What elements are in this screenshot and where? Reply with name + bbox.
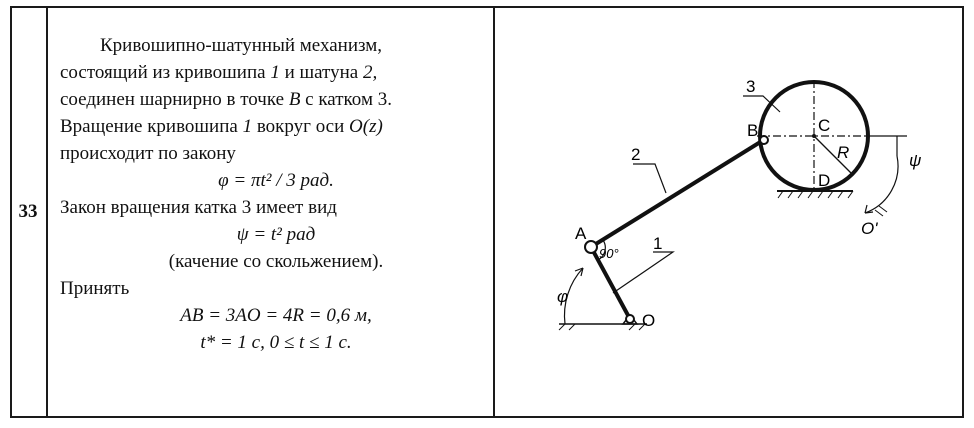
mechanism-diagram — [495, 8, 964, 416]
formula-time — [60, 329, 492, 356]
problem-table — [10, 6, 964, 418]
rod-number: 2, — [362, 62, 378, 83]
statement-line-9 — [60, 248, 492, 275]
statement-line-7 — [60, 194, 492, 221]
statement-text: происходит по закону — [60, 143, 236, 164]
label-o-prime: O' — [861, 219, 878, 238]
crank-number: 1 — [270, 62, 280, 83]
label-a: A — [575, 224, 587, 243]
roller-center — [812, 134, 816, 138]
time-range: t* = 1 с, 0 ≤ t ≤ 1 с. — [200, 332, 352, 353]
label-roller: 3 — [746, 77, 756, 96]
statement-line-2 — [60, 59, 492, 86]
formula-psi — [60, 221, 492, 248]
statement-line-4 — [60, 113, 492, 140]
statement-text: (качение со скольжением). — [168, 251, 384, 272]
label-o: O — [642, 311, 656, 330]
problem-statement — [60, 32, 492, 356]
table-divider-number — [46, 6, 48, 418]
statement-text: Принять — [60, 278, 130, 299]
phi-law: φ = πt² / 3 рад. — [218, 170, 334, 191]
formula-lengths — [60, 302, 492, 329]
statement-text: Кривошипно-шатунный механизм, — [100, 35, 383, 56]
label-b: B — [747, 121, 759, 140]
joint-o — [626, 315, 634, 323]
psi-law: ψ = t² рад — [236, 224, 316, 245]
table-bottom-border — [10, 416, 964, 418]
label-angle: 90° — [599, 246, 619, 261]
statement-line-1 — [60, 32, 492, 59]
label-psi: ψ — [909, 151, 922, 170]
leader-2 — [633, 164, 666, 193]
label-phi: φ — [557, 287, 569, 306]
statement-line-5 — [60, 140, 492, 167]
statement-text: состоящий из кривошипа — [60, 62, 266, 83]
label-r: R — [837, 143, 850, 162]
label-c: C — [818, 116, 831, 135]
statement-text: с катком 3. — [305, 89, 392, 110]
ground-o-hatching — [559, 324, 645, 330]
ground-hatching — [778, 191, 853, 198]
statement-text: и шатуна — [284, 62, 359, 83]
statement-line-3 — [60, 86, 492, 113]
problem-number: 33 — [18, 201, 38, 222]
leader-1 — [613, 252, 673, 293]
statement-text: вокруг оси — [256, 116, 345, 137]
rod-ab — [591, 141, 762, 247]
joint-b — [760, 136, 768, 144]
joint-a — [585, 241, 597, 253]
label-crank: 1 — [653, 234, 663, 253]
formula-phi — [60, 167, 492, 194]
label-d: D — [818, 171, 831, 190]
lengths: AB = 3AO = 4R = 0,6 м, — [180, 305, 372, 326]
statement-text: Закон вращения катка 3 имеет вид — [60, 197, 337, 218]
axis-label: O(z) — [349, 116, 383, 137]
psi-arc — [865, 156, 898, 213]
point-b: B — [288, 89, 301, 110]
crank-number: 1 — [242, 116, 253, 137]
statement-text: Вращение кривошипа — [60, 116, 238, 137]
statement-line-10 — [60, 275, 492, 302]
statement-text: соединен шарнирно в точке — [60, 89, 285, 110]
label-rod: 2 — [631, 145, 641, 164]
